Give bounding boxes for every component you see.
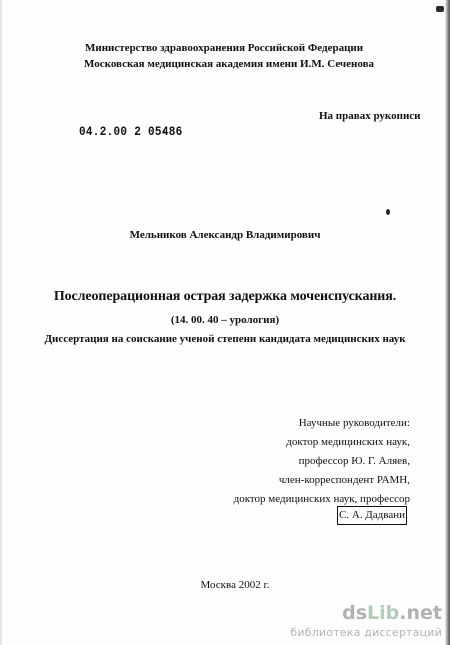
manuscript-rights-label: На правах рукописи: [319, 110, 421, 122]
supervisor-line: член-корреспондент РАМН,: [278, 474, 410, 486]
dslib-logo-main: Lib: [367, 602, 400, 624]
dslib-watermark: [290, 604, 442, 639]
dslib-logo-prefix: ds: [342, 602, 368, 624]
thesis-degree: Диссертация на соискание ученой степени кандидата медицинских наук: [44, 333, 406, 345]
thesis-specialty: (14. 00. 40 – урология): [170, 314, 280, 326]
supervisor-line: профессор Ю. Г. Аляев,: [298, 455, 410, 467]
author-name: Мельников Александр Владимирович: [129, 229, 321, 241]
thesis-title: Послеоперационная острая задержка мочеиспускания.: [53, 289, 397, 304]
supervisor-line: доктор медицинских наук,: [286, 436, 410, 448]
supervisor-line: доктор медицинских наук, профессор: [233, 493, 410, 505]
scan-speck: [386, 209, 390, 215]
dslib-logo-suffix: .net: [399, 602, 442, 624]
academy-heading: Московская медицинская академия имени И.М. Сеченова: [84, 58, 375, 70]
dslib-logo: [290, 604, 442, 623]
dslib-tagline: библиотека диссертаций: [290, 626, 442, 639]
supervisor-boxed-name: С. А. Дадвани: [337, 506, 407, 525]
scan-speck: [436, 6, 444, 12]
city-year: Москва 2002 г.: [200, 579, 270, 591]
ministry-heading: Министерство здравоохранения Российской Федерации: [85, 42, 364, 54]
supervisors-heading: Научные руководители:: [298, 417, 410, 429]
catalog-number: 04.2.00 2 05486: [79, 125, 183, 140]
